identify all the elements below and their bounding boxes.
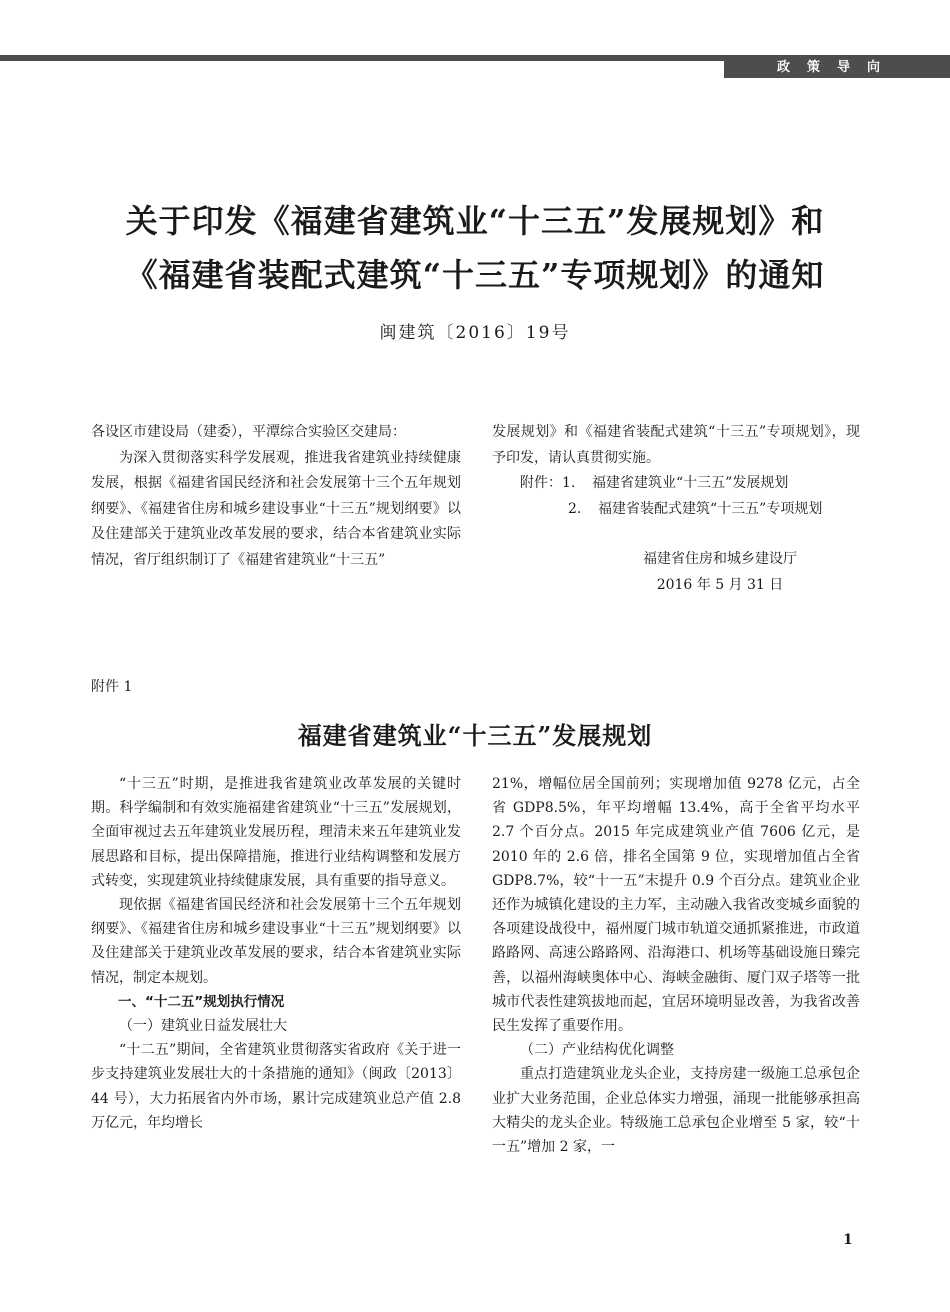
section-label: 政策导向 bbox=[724, 58, 950, 78]
plan-paragraph: “十三五”时期，是推进我省建筑业改革发展的关键时期。科学编制和有效实施福建省建筑业“十三五”发展规划，全面审视过去五年建筑业发展历程，理清未来五年建筑业发展思路和目标，提出保障措施，推进行业结构调整和发展方式转变，实现建筑业持续健康发展，具有重要的指导意义。 bbox=[91, 776, 461, 889]
attachments-label: 附件： bbox=[520, 475, 562, 491]
subsection-heading: （一）建筑业日益发展壮大 bbox=[119, 1018, 287, 1035]
notice-body: 为深入贯彻落实科学发展观，推进我省建筑业持续健康发展，根据《福建省国民经济和社会发展第十三个五年规划纲要》、《福建省住房和城乡建设事业“十三五”规划纲要》以及住建部关于建筑业改革发展的要求，结合本省建筑业实际情况，省厅组织制订了《福建省建筑业“十三五” bbox=[91, 449, 461, 568]
plan-paragraph: 21%，增幅位居全国前列；实现增加值 9278 亿元，占全省 GDP8.5%，年平均增幅 13.4%，高于全省平均水平 2.7 个百分点。2015 年完成建筑业产值 7606 亿元，是 2010 年的 2.6 倍，排名全国第 9 位，实现增加值占全省 GDP8.7%，较“十一五”末提升 0.9 个百分点。建筑业企业还作为城镇化建设的主力军，主动融入我省改变城乡面貌的各项建设战役中，福州厦门城市轨道交通抓紧推进，市政道路路网、高速公路路网、沿海港口、机场等基础设施日臻完善，以福州海峡奥体中心、海峡金融街、厦门双子塔等一批城市代表性建筑拔地而起，宜居环境明显改善，为我省改善民生发挥了重要作用。 bbox=[492, 776, 860, 1035]
attachment-number: 1. bbox=[562, 475, 576, 491]
notice-body-continued: 发展规划》和《福建省装配式建筑“十三五”专项规划》，现予印发，请认真贯彻实施。 bbox=[492, 424, 860, 466]
attachment-title: 福建省建筑业“十三五”发展规划 bbox=[592, 475, 789, 491]
attachment-label: 附件 1 bbox=[91, 679, 133, 695]
plan-paragraph: “十二五”期间，全省建筑业贯彻落实省政府《关于进一步支持建筑业发展壮大的十条措施的通知》（闽政〔2013〕44 号），大力拓展省内外市场，累计完成建筑业总产值 2.8 万亿元，年均增长 bbox=[91, 1042, 461, 1131]
signature-date: 2016 年 5 月 31 日 bbox=[656, 576, 784, 593]
notice-right-column bbox=[492, 420, 860, 598]
notice-title-line-2: 《福建省装配式建筑“十三五”专项规划》的通知 bbox=[125, 256, 825, 294]
plan-paragraph: 重点打造建筑业龙头企业，支持房建一级施工总承包企业扩大业务范围，企业总体实力增强，涌现一批能够承担高大精尖的龙头企业。特级施工总承包企业增至 5 家，较“十一五”增加 2 家，一 bbox=[492, 1066, 860, 1156]
plan-left-column bbox=[91, 772, 461, 1135]
subsection-heading: （二）产业结构优化调整 bbox=[520, 1042, 674, 1059]
attachment-list-item bbox=[492, 471, 860, 497]
notice-recipient: 各设区市建设局（建委），平潭综合实验区交建局： bbox=[91, 424, 406, 440]
signature-org: 福建省住房和城乡建设厅 bbox=[643, 551, 797, 567]
plan-right-column bbox=[492, 772, 860, 1159]
page-number: 1 bbox=[843, 1232, 853, 1248]
section-heading: 一、“十二五”规划执行情况 bbox=[118, 993, 285, 1010]
notice-left-column bbox=[91, 420, 461, 573]
plan-paragraph: 现依据《福建省国民经济和社会发展第十三个五年规划纲要》、《福建省住房和城乡建设事业“十三五”规划纲要》以及住建部关于建筑业改革发展的要求，结合本省建筑业实际情况，制定本规划。 bbox=[91, 897, 461, 986]
document-number: 闽建筑〔2016〕19号 bbox=[379, 323, 571, 343]
attachment-number: 2. bbox=[568, 500, 582, 517]
attachment-list-item bbox=[492, 497, 860, 523]
attachment-title: 福建省装配式建筑“十三五”专项规划 bbox=[598, 500, 823, 517]
attachment-title: 福建省建筑业“十三五”发展规划 bbox=[297, 721, 653, 750]
notice-title-line-1: 关于印发《福建省建筑业“十三五”发展规划》和 bbox=[125, 202, 825, 240]
